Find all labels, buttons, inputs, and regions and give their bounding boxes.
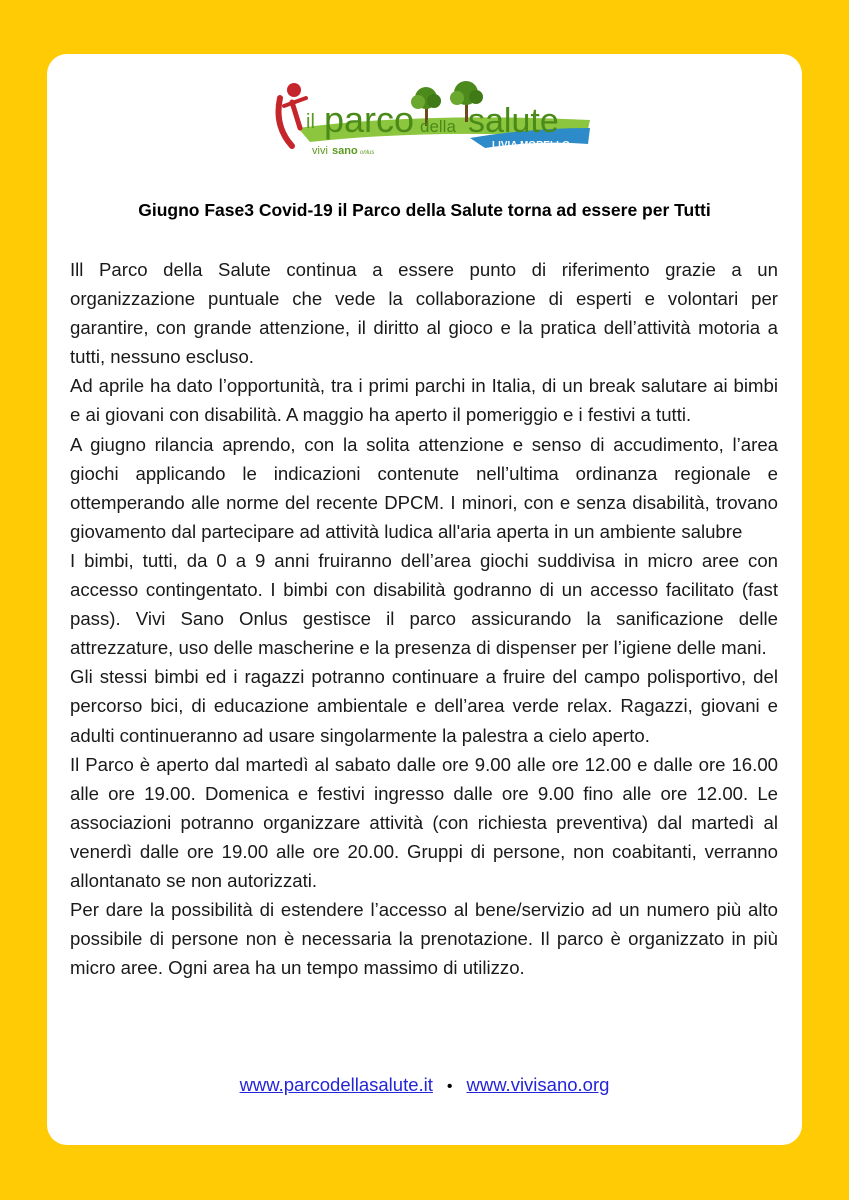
logo-sub-brand-vivi: vivi [312, 145, 328, 157]
paragraph-opening-hours: Il Parco è aperto dal martedì al sabato dalle ore 9.00 alle ore 12.00 e dalle ore 16.00 alle ore 19.00. Domenica e festivi ingresso dalle ore 9.00 fino alle ore 12.00. Le associazioni potranno organizzare attività (con richiesta preventiva) dal martedì al venerdì dalle ore 19.00 alle ore 20.00. Gruppi di persone, non coabitanti, verranno allontanato se non autorizzati. [70, 753, 778, 891]
parcodellasalute-link[interactable]: www.parcodellasalute.it [239, 1074, 433, 1095]
paragraph-april-may: Ad aprile ha dato l’opportunità, tra i primi parchi in Italia, di un break salutare ai bimbi e ai giovani con disabilità. A maggio ha aperto il pomeriggio e i festivi a tutti. [70, 375, 778, 426]
logo-word-salute: salute [468, 102, 559, 140]
logo-tagline: LIVIA MORELLO [492, 140, 570, 151]
footer-separator: • [446, 1078, 453, 1095]
paragraph-sports-areas: Gli stessi bimbi ed i ragazzi potranno continuare a fruire del campo polisportivo, del percorso bici, di educazione ambientale e dell’area verde relax. Ragazzi, giovani e adulti continueranno ad usare singolarmente la palestra a cielo aperto. [70, 666, 778, 746]
footer-links [70, 1074, 779, 1096]
paragraph-intro: Ill Parco della Salute continua a essere punto di riferimento grazie a un organizzazione puntuale che vede la collaborazione di esperti e volontari per garantire, con grande attenzione, il diritto al gioco e la pratica dell’attività motoria a tutti, nessuno escluso. [70, 259, 778, 368]
logo-word-della: della [420, 117, 456, 136]
paragraph-children-access: I bimbi, tutti, da 0 a 9 anni fruiranno dell’area giochi suddivisa in micro aree con accesso contingentato. I bimbi con disabilità godranno di un accesso facilitato (fast pass). Vivi Sano Onlus gestisce il parco assicurando la sanificazione delle attrezzature, uso delle mascherine e la presenza di dispenser per l’igiene delle mani. [70, 549, 778, 659]
logo-sub-brand-onlus: onlus [360, 150, 375, 156]
paragraph-june: A giugno rilancia aprendo, con la solita attenzione e senso di accudimento, l’area giochi applicando le indicazioni contenute nell’ultima ordinanza regionale e ottemperando alle norme del recente DPCM. I minori, con e senza disabilità, trovano giovamento dal partecipare ad attività ludica all'aria aperta in un ambiente salubre [70, 433, 778, 542]
logo-prefix: il [306, 111, 315, 133]
logo-graphic [270, 76, 590, 162]
running-figure-icon [279, 83, 307, 146]
article-body [70, 255, 778, 982]
logo-word-parco: parco [324, 99, 415, 140]
paragraph-no-reservation: Per dare la possibilità di estendere l’accesso al bene/servizio ad un numero più alto possibile di persone non è necessaria la prenotazione. Il parco è organizzato in più micro aree. Ogni area ha un tempo massimo di utilizzo. [70, 899, 778, 979]
logo-sub-brand-sano: sano [332, 145, 358, 157]
parco-della-salute-logo [270, 76, 590, 162]
page-title: Giugno Fase3 Covid-19 il Parco della Salute torna ad essere per Tutti [138, 200, 711, 220]
vivisano-link[interactable]: www.vivisano.org [466, 1074, 610, 1095]
